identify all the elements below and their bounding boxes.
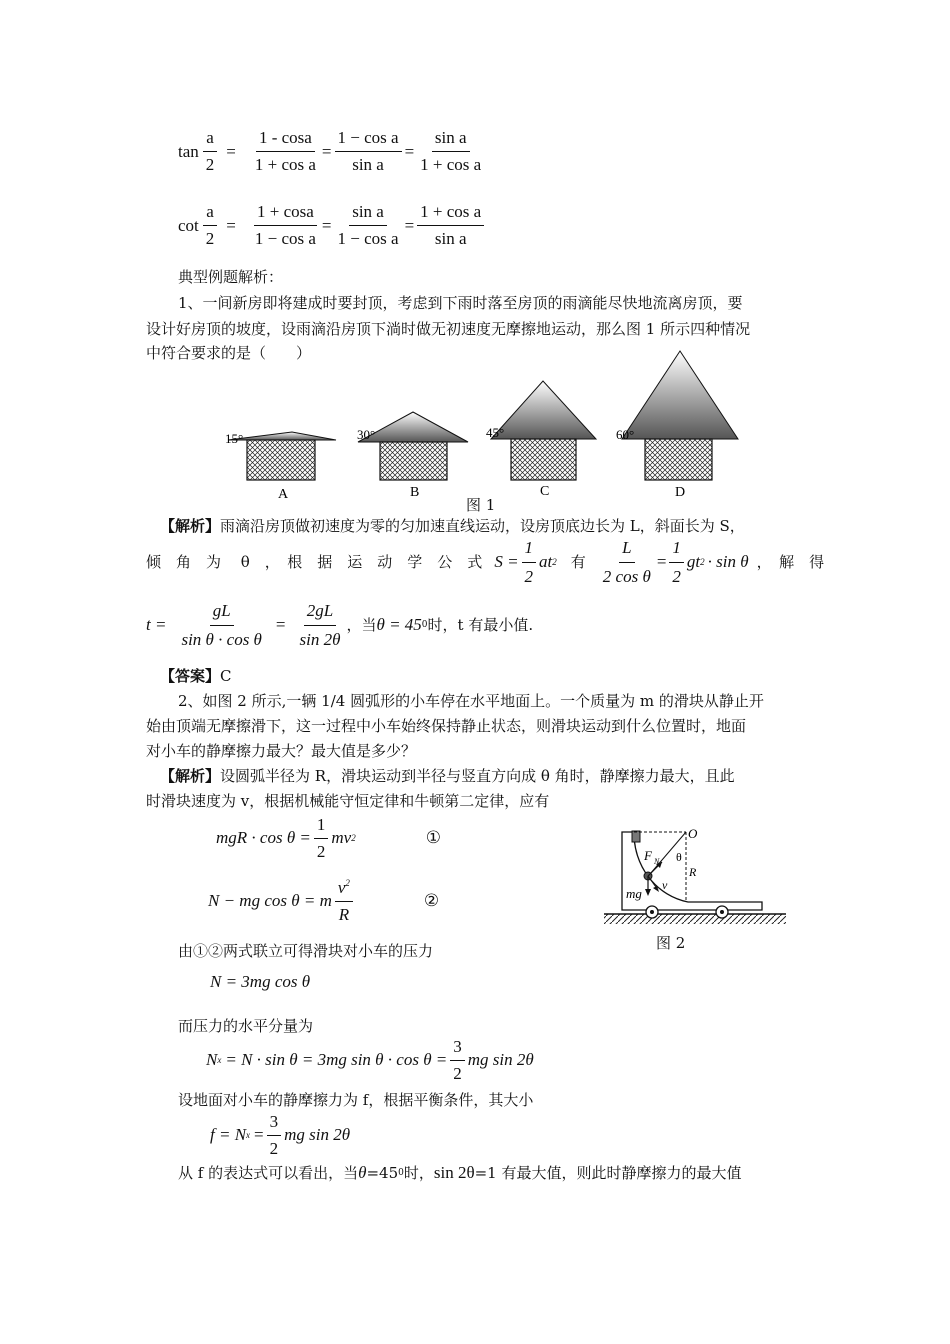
tan-half-formula: tan $\frac{a}{2}$ = $\frac{1 - \cos a}{\text{1 + cos a}}$ = $\frac{\text{1 − cos a}}{\text{sin a}}$ = $\frac{\text{sin a}}{\text{1 + cos a}}$ xyxy=(178,128,482,174)
equation-2: N − mg cos θ = m $\frac{v^2}{R}$ ② xyxy=(208,877,440,924)
equation-1: mgR · cos θ = $\frac{1}{2}$ mv 2 ① xyxy=(216,814,441,861)
fig2-label-o: O xyxy=(688,826,698,841)
house-d xyxy=(622,351,738,480)
house-c xyxy=(491,381,596,480)
house-d-angle: 60° xyxy=(616,427,635,442)
analysis1-solution: t = $\frac{gL}{\text{sin θ · cos θ}}$ = $\frac{2gL}{\sin 2\theta}$ ，当 θ = 45 0 时，t 有最小值. xyxy=(146,600,534,649)
friction-text: 设地面对小车的静摩擦力为 f，根据平衡条件，其大小 xyxy=(178,1091,534,1109)
q1-line2: 设计好房顶的坡度，设雨滴沿房顶下淌时做无初速度无摩擦地运动，那么图 1 所示四种情况 xyxy=(146,320,751,338)
fig2-label-theta: θ xyxy=(676,850,682,864)
analysis1-tag: 【解析】 xyxy=(160,517,221,535)
figure2-cart xyxy=(600,826,790,930)
house-d-label: D xyxy=(675,485,686,500)
house-b xyxy=(358,412,468,480)
equation-n: N = 3mg cos θ xyxy=(210,972,311,991)
answer1: 【答案】C xyxy=(160,667,232,685)
fig2-label-n: N xyxy=(654,857,660,866)
house-b-label: B xyxy=(410,485,420,500)
house-a-angle: 15° xyxy=(225,431,244,446)
house-b-angle: 30° xyxy=(357,427,376,442)
equation-nx: N x = N · sin θ = 3mg sin θ · cos θ = $\frac{3}{2}$ mg sin 2θ xyxy=(206,1036,534,1083)
fig2-label-r: R xyxy=(689,865,697,879)
equation-f: f = N x = $\frac{3}{2}$ mg sin 2θ xyxy=(210,1111,351,1158)
analysis2-line1: 【解析】设圆弧半径为 R，滑块运动到半径与竖直方向成 θ 角时，静摩擦力最大，且此 xyxy=(160,767,735,785)
combine-text: 由①②两式联立可得滑块对小车的压力 xyxy=(178,942,434,960)
section-title: 典型例题解析： xyxy=(178,268,284,286)
figure2-caption: 图 2 xyxy=(656,934,686,952)
house-a-label: A xyxy=(278,487,289,502)
q2-line3: 对小车的静摩擦力最大？最大值是多少？ xyxy=(146,742,417,760)
analysis1-line2: 倾 角 为 θ ， 根 据 运 动 学 公 式 S = $\frac{1}{2}$ at 2 有 $\frac{L}{\text{2 cos θ}}$ = $\frac{1}{2}$ gt 2 · sin θ ， 解 得 xyxy=(146,537,825,586)
analysis2-line2: 时滑块速度为 v，根据机械能守恒定律和牛顿第二定律，应有 xyxy=(146,792,550,810)
fig2-label-f: F xyxy=(644,848,652,863)
figure1-caption: 图 1 xyxy=(466,496,496,514)
q1-line1: 1、一间新房即将建成时要封顶，考虑到下雨时落至房顶的雨滴能尽快地流离房顶，要 xyxy=(178,294,743,312)
fig2-label-mg: mg xyxy=(626,886,642,901)
horiz-text: 而压力的水平分量为 xyxy=(178,1017,314,1035)
house-a xyxy=(228,432,336,480)
analysis1-line1: 【解析】雨滴沿房顶做初速度为零的匀加速直线运动，设房顶底边长为 L，斜面长为 S， xyxy=(160,517,745,535)
last-line: 从 f 的表达式可以看出，当 θ =45 0 时， sin 2θ =1 有最大值，则此时静摩擦力的最大值 xyxy=(178,1163,742,1182)
q2-line1: 2、如图 2 所示,一辆 1/4 圆弧形的小车停在水平地面上。一个质量为 m 的滑块从静止开 xyxy=(178,692,764,710)
cot-half-formula: cot $\frac{a}{2}$ = $\frac{1 + \cos a}{\text{1 − cos a}}$ = $\frac{\text{sin a}}{\text{1 − cos a}}$ = $\frac{\text{1 + cos a}}{\text{sin a}}$ xyxy=(178,202,487,249)
q1-line3: 中符合要求的是（ ） xyxy=(146,344,312,362)
house-c-label: C xyxy=(540,484,550,499)
house-c-angle: 45° xyxy=(486,425,505,440)
fig2-label-v: v xyxy=(662,878,668,892)
q2-line2: 始由顶端无摩擦滑下，这一过程中小车始终保持静止状态，则滑块运动到什么位置时，地面 xyxy=(146,717,747,735)
